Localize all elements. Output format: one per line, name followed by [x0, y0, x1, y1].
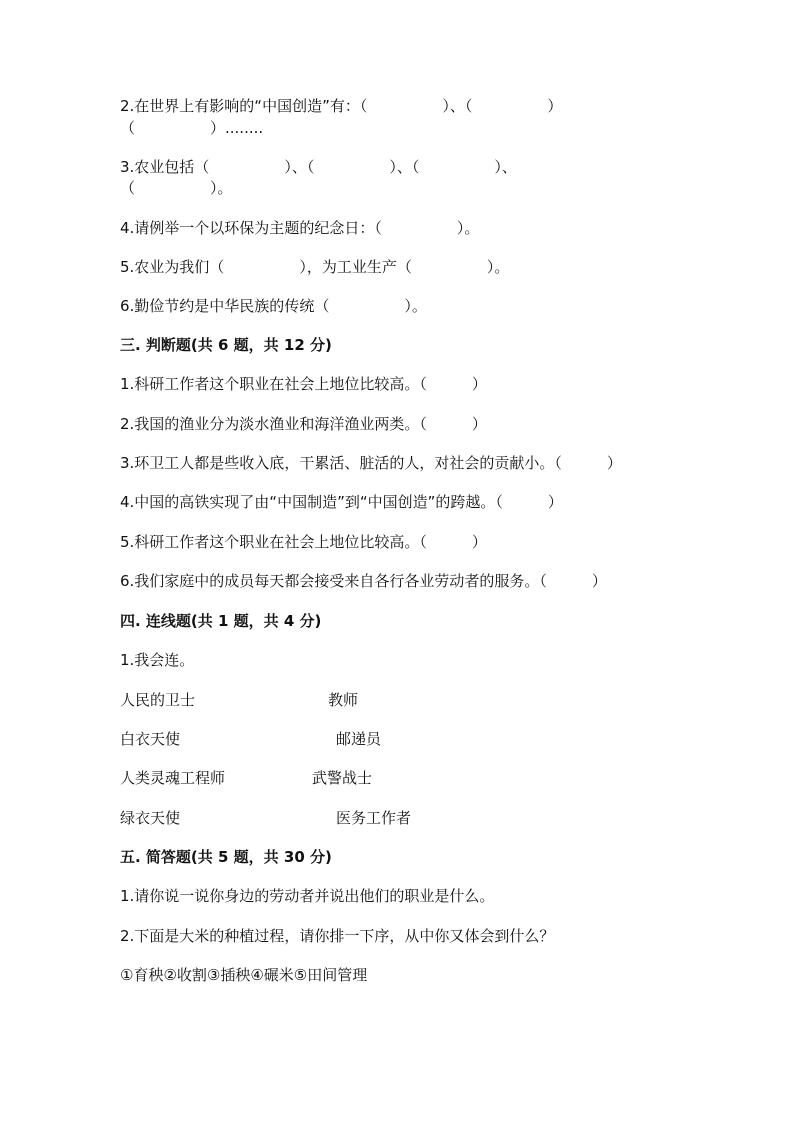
tf-item-6: 6.我们家庭中的成员每天都会接受来自各行各业劳动者的服务。（ ） [120, 572, 607, 590]
fill-q5: 5.农业为我们（ ），为工业生产（ ）。 [120, 258, 510, 276]
fill-q3-line2: （ ）。 [120, 179, 233, 197]
matching-right-1: 教师 [328, 691, 359, 709]
short-q1: 1.请你说一说你身边的劳动者并说出他们的职业是什么。 [120, 887, 495, 905]
fill-q2-line2: （ ）........ [120, 119, 264, 137]
section3-heading: 三. 判断题(共 6 题，共 12 分) [120, 336, 332, 354]
matching-right-4: 医务工作者 [336, 809, 412, 827]
matching-left-3: 人类灵魂工程师 [120, 769, 226, 787]
tf-item-2: 2.我国的渔业分为淡水渔业和海洋渔业两类。（ ） [120, 415, 487, 433]
fill-q3-line1: 3.农业包括（ ）、（ ）、（ ）、 [120, 158, 517, 176]
short-q2: 2.下面是大米的种植过程，请你排一下序，从中你又体会到什么？ [120, 927, 555, 945]
matching-right-2: 邮递员 [336, 730, 382, 748]
fill-q2-line1: 2.在世界上有影响的“中国创造”有：（ ）、（ ） [120, 97, 563, 115]
tf-item-4: 4.中国的高铁实现了由“中国制造”到“中国创造”的跨越。（ ） [120, 493, 563, 511]
matching-right-3: 武警战士 [312, 769, 373, 787]
matching-left-4: 绿衣天使 [120, 809, 181, 827]
tf-item-3: 3.环卫工人都是些收入底，干累活、脏活的人，对社会的贡献小。（ ） [120, 454, 622, 472]
tf-item-1: 1.科研工作者这个职业在社会上地位比较高。（ ） [120, 375, 487, 393]
section4-heading: 四. 连线题(共 1 题，共 4 分) [120, 612, 322, 630]
matching-left-1: 人民的卫士 [120, 691, 196, 709]
matching-left-2: 白衣天使 [120, 730, 181, 748]
fill-q6: 6.勤俭节约是中华民族的传统（ ）。 [120, 297, 427, 315]
section5-heading: 五. 简答题(共 5 题，共 30 分) [120, 848, 332, 866]
short-q2-steps: ①育秧②收割③插秧④碾米⑤田间管理 [120, 966, 368, 984]
fill-q4: 4.请例举一个以环保为主题的纪念日：（ ）。 [120, 219, 480, 237]
tf-item-5: 5.科研工作者这个职业在社会上地位比较高。（ ） [120, 533, 487, 551]
matching-question: 1.我会连。 [120, 651, 195, 669]
